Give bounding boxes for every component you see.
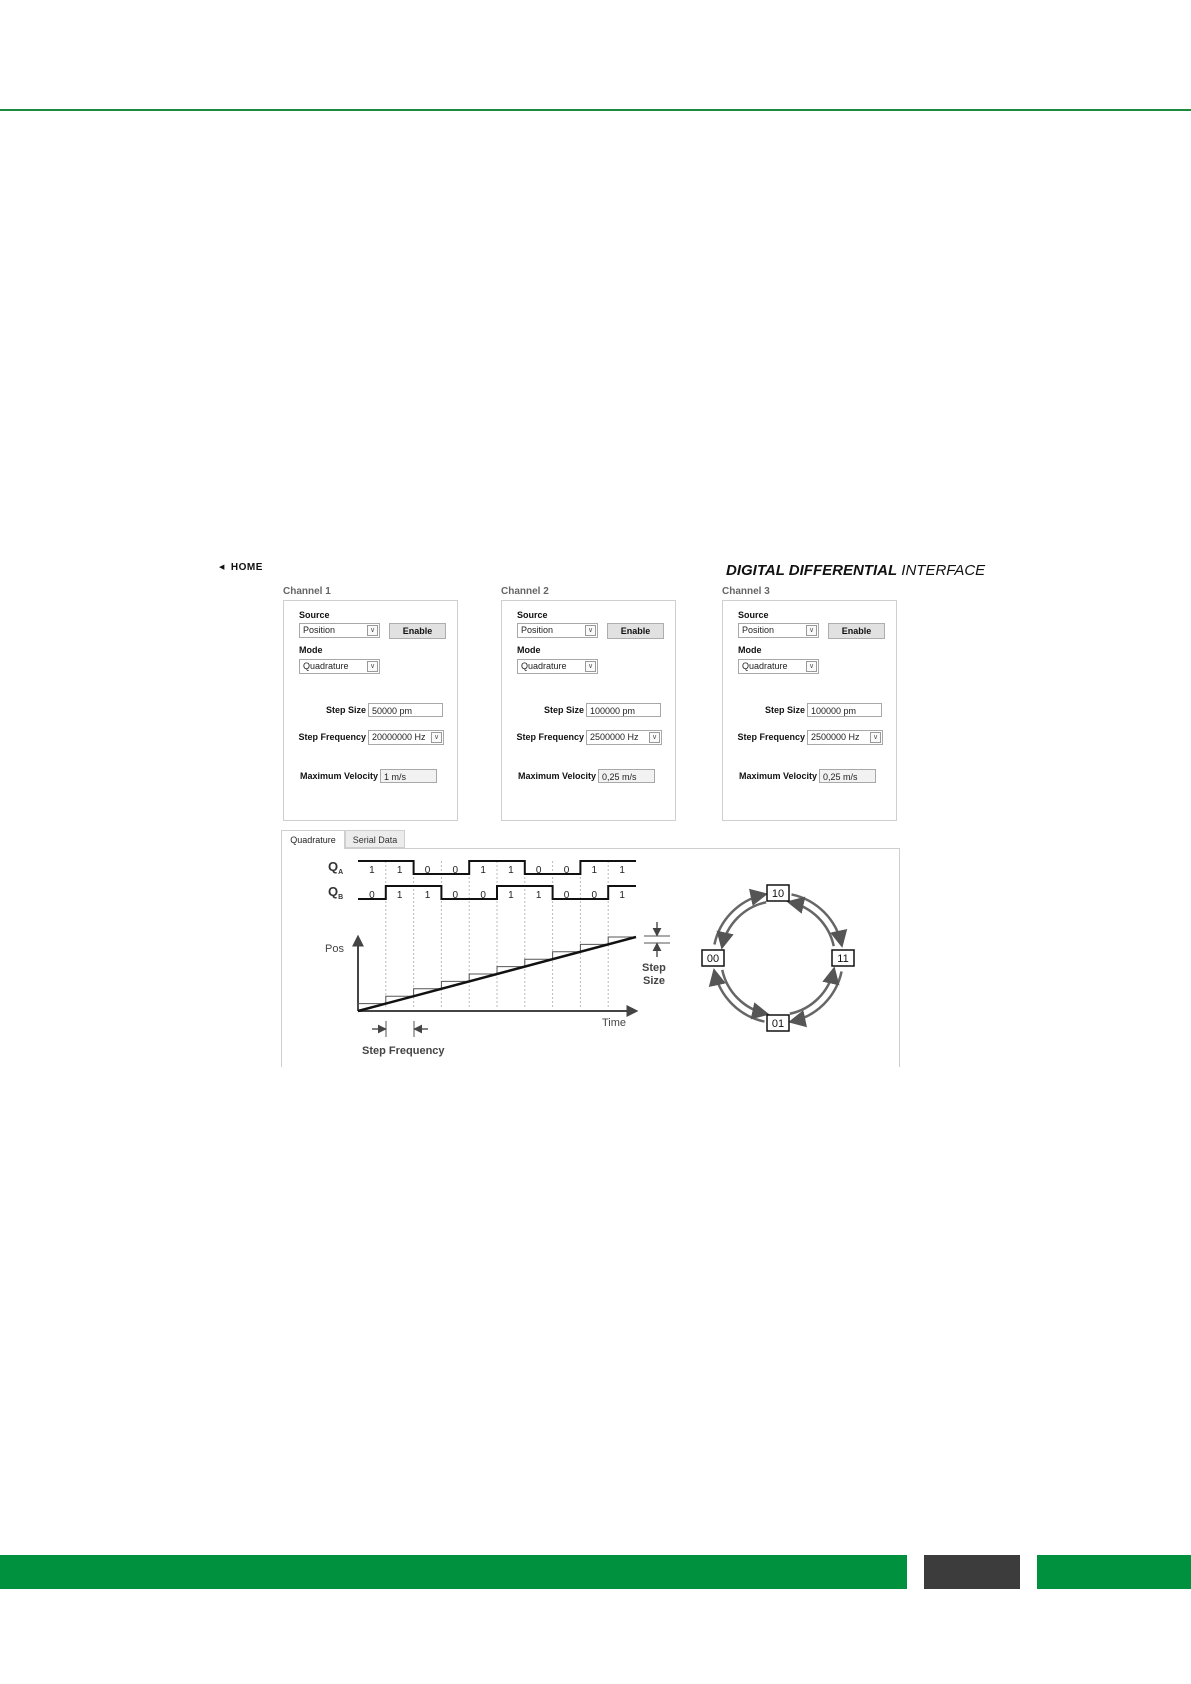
source-label: Source [738, 610, 769, 620]
step-size-label: Step Size [764, 705, 805, 715]
state-label: 11 [837, 953, 849, 965]
title-rest: INTERFACE [901, 562, 986, 579]
qa-bit: 0 [452, 865, 459, 876]
channel-3-label: Channel 3 [722, 586, 770, 597]
quadrature-diagram-svg [282, 849, 899, 1067]
pos-label: Pos [325, 943, 344, 955]
mode-value: Quadrature [521, 661, 567, 671]
qb-bit: 1 [396, 890, 403, 901]
chevron-down-icon: ∨ [585, 661, 596, 672]
title-bold: DIGITAL DIFFERENTIAL [726, 562, 898, 579]
step-frequency-value: 20000000 Hz [372, 732, 426, 742]
chevron-down-icon: ∨ [649, 732, 660, 743]
qb-bit: 0 [563, 890, 570, 901]
mode-value: Quadrature [303, 661, 349, 671]
mode-label: Mode [299, 645, 323, 655]
footer-page-box [924, 1555, 1020, 1589]
step-frequency-select[interactable] [368, 730, 444, 745]
state-label: 10 [771, 888, 785, 900]
qa-bit: 0 [535, 865, 542, 876]
mode-label: Mode [517, 645, 541, 655]
step-size-label: Step Size [325, 705, 366, 715]
max-velocity-label: Maximum Velocity [299, 771, 378, 781]
transition-arrow [790, 902, 834, 946]
max-velocity-field: 0,25 m/s [819, 769, 876, 783]
qb-bit: 1 [508, 890, 514, 901]
qa-label: $Q_A$ [328, 859, 344, 876]
transition-arrow [792, 894, 842, 944]
enable-button[interactable]: Enable [389, 623, 446, 639]
max-velocity-field: 1 m/s [380, 769, 437, 783]
source-label: Source [299, 610, 330, 620]
channel-2-label: Channel 2 [501, 586, 549, 597]
qa-bit: 1 [396, 865, 403, 876]
time-label: Time [602, 1017, 627, 1029]
transition-arrow [714, 894, 764, 944]
state-circle [702, 885, 854, 1031]
step-frequency-value: 2500000 Hz [590, 732, 639, 742]
mode-value: Quadrature [742, 661, 788, 671]
chevron-down-icon: ∨ [806, 625, 817, 636]
quadrature-diagram [281, 848, 900, 1067]
step-frequency-label: Step Frequency [737, 732, 805, 742]
header-rule [0, 109, 1191, 111]
step-frequency-label: Step Frequency [516, 732, 584, 742]
state-label: 01 [771, 1018, 785, 1030]
qa-bit: 0 [563, 865, 570, 876]
qa-bit: 1 [480, 865, 486, 876]
mode-select[interactable] [738, 659, 819, 674]
page-title [726, 562, 985, 579]
footer-bar-left [0, 1555, 907, 1589]
chevron-down-icon: ∨ [367, 661, 378, 672]
waveforms [358, 861, 636, 1009]
qb-bit: 0 [480, 890, 486, 901]
step-size-input[interactable]: 50000 pm [368, 703, 443, 717]
transition-arrow [722, 902, 766, 946]
source-value: Position [742, 625, 775, 635]
channel-2-panel [501, 600, 676, 821]
source-value: Position [521, 625, 554, 635]
source-value: Position [303, 625, 336, 635]
qb-bit: 0 [452, 890, 459, 901]
chevron-down-icon: ∨ [367, 625, 378, 636]
channel-1-panel [283, 600, 458, 821]
mode-select[interactable] [517, 659, 598, 674]
chevron-down-icon: ∨ [870, 732, 881, 743]
enable-button[interactable]: Enable [607, 623, 664, 639]
qa-bit: 1 [619, 865, 625, 876]
step-size-label: Step Size [543, 705, 584, 715]
chevron-down-icon: ∨ [431, 732, 442, 743]
tab-quadrature[interactable]: Quadrature [281, 830, 345, 849]
footer-bar-right [1037, 1555, 1191, 1589]
qa-bit: 0 [424, 865, 431, 876]
tab-serial-data[interactable]: Serial Data [345, 830, 405, 848]
max-velocity-label: Maximum Velocity [738, 771, 817, 781]
qb-label: $Q_B$ [328, 884, 344, 901]
step-frequency-caption: Step Frequency [362, 1045, 445, 1057]
step-frequency-select[interactable] [586, 730, 662, 745]
channel-3-panel [722, 600, 897, 821]
chevron-down-icon: ∨ [585, 625, 596, 636]
qa-bit: 1 [508, 865, 514, 876]
step-size-input[interactable]: 100000 pm [586, 703, 661, 717]
channel-1-label: Channel 1 [283, 586, 331, 597]
qb-bit: 0 [369, 890, 375, 901]
enable-button[interactable]: Enable [828, 623, 885, 639]
home-link[interactable] [219, 562, 263, 573]
step-frequency-select[interactable] [807, 730, 883, 745]
source-select[interactable] [299, 623, 380, 638]
source-label: Source [517, 610, 548, 620]
qa-bit: 1 [369, 865, 375, 876]
transition-arrow [792, 972, 842, 1022]
qb-bit: 1 [619, 890, 625, 901]
position-line [358, 937, 636, 1011]
chevron-left-icon: ◀ [219, 564, 225, 571]
transition-arrow [790, 970, 834, 1014]
qa-bit: 1 [591, 865, 598, 876]
transition-arrow [714, 972, 764, 1022]
home-label: HOME [230, 562, 263, 573]
step-frequency-label: Step Frequency [298, 732, 366, 742]
qb-bit: 1 [535, 890, 542, 901]
qb-bit: 0 [591, 890, 598, 901]
step-size-caption-size: Size [643, 975, 666, 987]
chevron-down-icon: ∨ [806, 661, 817, 672]
transition-arrow [722, 970, 766, 1014]
source-select[interactable] [738, 623, 819, 638]
step-frequency-value: 2500000 Hz [811, 732, 860, 742]
source-select[interactable] [517, 623, 598, 638]
mode-label: Mode [738, 645, 762, 655]
max-velocity-label: Maximum Velocity [517, 771, 596, 781]
step-size-input[interactable]: 100000 pm [807, 703, 882, 717]
mode-select[interactable] [299, 659, 380, 674]
step-size-caption-step: Step [642, 962, 666, 974]
state-label: 00 [706, 953, 720, 965]
max-velocity-field: 0,25 m/s [598, 769, 655, 783]
qb-bit: 1 [424, 890, 431, 901]
